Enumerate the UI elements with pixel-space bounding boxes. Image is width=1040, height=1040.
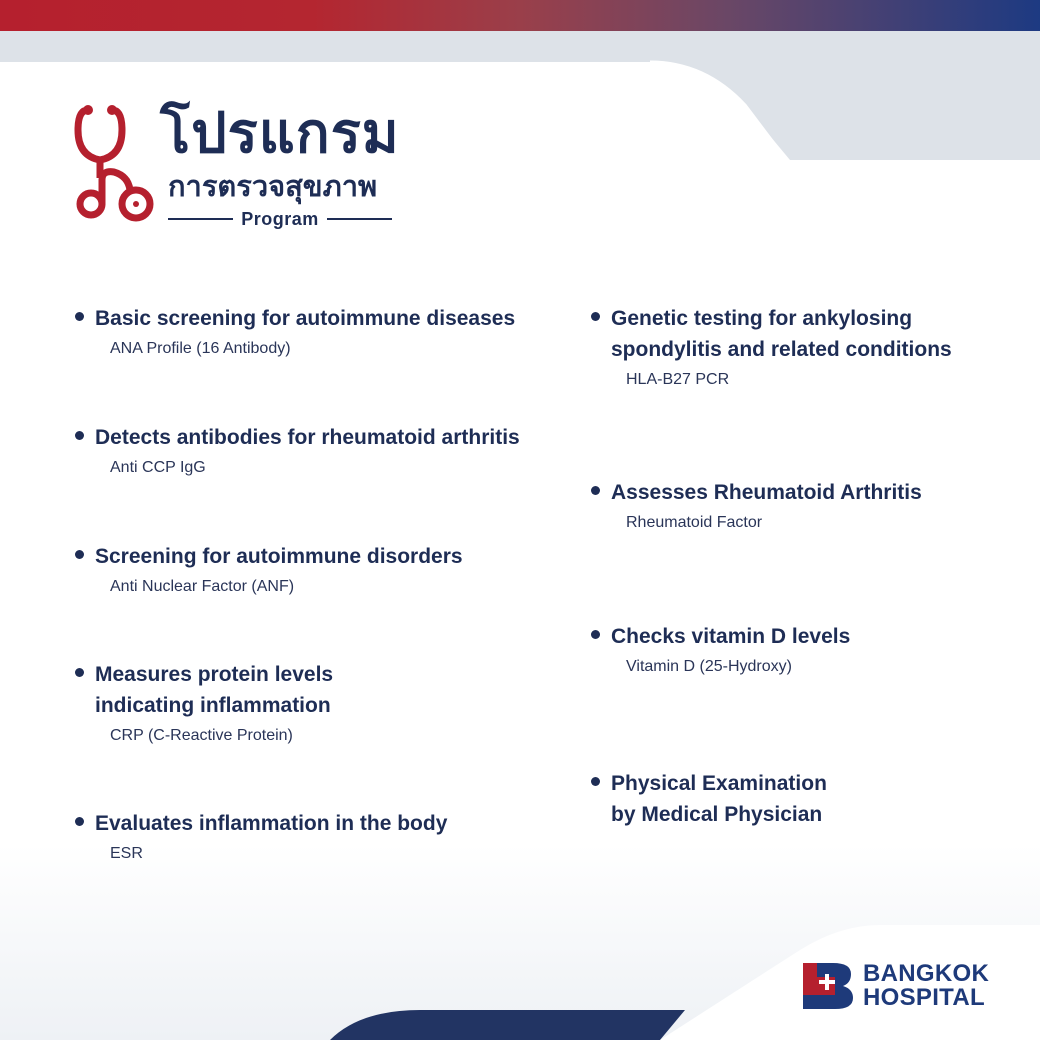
program-divider	[168, 207, 392, 231]
item-heading: Screening for autoimmune disorders	[95, 545, 463, 568]
bullet-dot	[75, 550, 84, 559]
item-subtext: Vitamin D (25-Hydroxy)	[626, 658, 792, 675]
item-subtext: Rheumatoid Factor	[626, 514, 763, 531]
list-item	[95, 659, 333, 748]
item-heading: Checks vitamin D levels	[611, 625, 851, 648]
bullet-dot	[591, 777, 600, 786]
item-subtext: ANA Profile (16 Antibody)	[110, 340, 291, 357]
bullet-dot	[591, 630, 600, 639]
item-heading: Genetic testing for ankylosing spondylitis and related conditions	[611, 307, 952, 361]
bullet-dot	[591, 312, 600, 321]
brand-line-2: HOSPITAL	[863, 984, 985, 1011]
item-heading: Assesses Rheumatoid Arthritis	[611, 481, 922, 504]
item-heading: Detects antibodies for rheumatoid arthritis	[95, 426, 520, 449]
top-gradient-bar	[0, 0, 1040, 31]
page-title: โปรแกรม	[160, 101, 400, 166]
item-heading: Evaluates inflammation in the body	[95, 812, 448, 835]
list-item	[95, 303, 515, 361]
bullet-dot	[75, 817, 84, 826]
list-item	[95, 422, 520, 480]
bullet-dot	[75, 668, 84, 677]
list-item	[611, 768, 827, 830]
brand-line-1: BANGKOK	[863, 960, 990, 987]
item-subtext: ESR	[110, 845, 143, 862]
list-item	[95, 808, 447, 866]
item-subtext: CRP (C-Reactive Protein)	[110, 727, 293, 744]
program-label: Program	[241, 208, 319, 229]
item-subtext: Anti Nuclear Factor (ANF)	[110, 578, 295, 595]
list-item	[611, 621, 850, 679]
list-item	[611, 303, 952, 392]
divider-line-left	[168, 218, 233, 220]
bangkok-hospital-logo	[803, 962, 989, 1010]
hospital-cross-icon	[803, 963, 853, 1009]
item-subtext: Anti CCP IgG	[110, 459, 206, 476]
list-item	[611, 477, 922, 535]
page-subtitle: การตรวจสุขภาพ	[168, 169, 378, 203]
list-item	[95, 541, 463, 599]
stethoscope-icon	[74, 100, 160, 229]
item-heading: Physical Examination by Medical Physician	[611, 772, 827, 826]
item-heading: Basic screening for autoimmune diseases	[95, 307, 516, 330]
item-subtext: HLA-B27 PCR	[626, 371, 730, 388]
divider-line-right	[327, 218, 392, 220]
bullet-dot	[75, 312, 84, 321]
bullet-dot	[591, 486, 600, 495]
item-heading: Measures protein levels indicating inflammation	[95, 663, 334, 717]
bullet-dot	[75, 431, 84, 440]
